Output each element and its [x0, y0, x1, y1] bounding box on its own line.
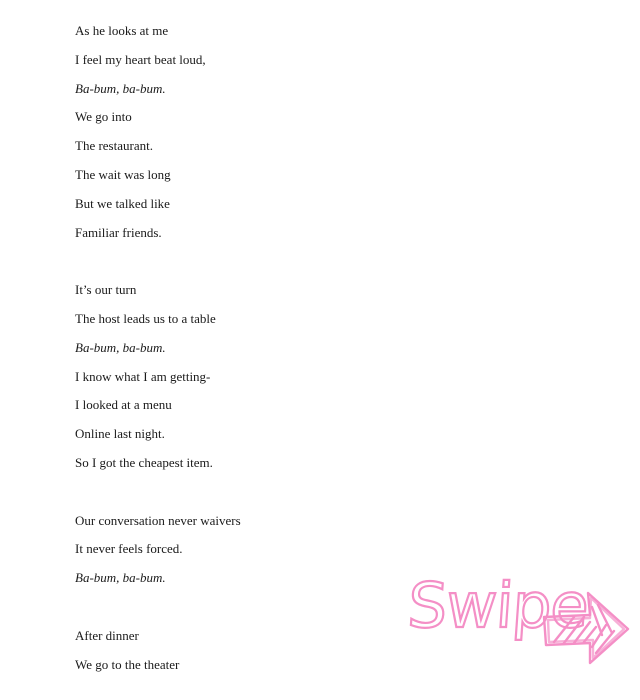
- poem-line: The host leads us to a table: [75, 310, 216, 326]
- poem-line: After dinner: [75, 627, 139, 643]
- poem-line: Familiar friends.: [75, 224, 162, 240]
- poem-line: So I got the cheapest item.: [75, 454, 213, 470]
- poem-line: Our conversation never waivers: [75, 512, 241, 528]
- poem-line: I know what I am getting-: [75, 368, 211, 384]
- poem-line: The restaurant.: [75, 138, 153, 154]
- poem-line: As he looks at me: [75, 23, 169, 38]
- poem-refrain-line: Ba-bum, ba-bum.: [75, 570, 166, 586]
- arrow-right-icon: [540, 587, 632, 669]
- poem-line: It’s our turn: [75, 282, 137, 298]
- stanza-break: [75, 247, 555, 276]
- swipe-hint[interactable]: [400, 569, 635, 690]
- stanza-break: [75, 478, 555, 507]
- swipe-label: Swipe: [405, 569, 591, 642]
- poem-line: The wait was long: [75, 166, 171, 182]
- poem-line: We go to the theater: [75, 656, 180, 672]
- poem-line: It never feels forced.: [75, 541, 183, 557]
- poem-line: I looked at a menu: [75, 397, 172, 413]
- poem-refrain-line: Ba-bum, ba-bum.: [75, 339, 166, 355]
- poem-line: We go into: [75, 109, 132, 125]
- poem-line: But we talked like: [75, 195, 170, 211]
- poem-refrain-line: Ba-bum, ba-bum.: [75, 80, 166, 96]
- poem-line: Online last night.: [75, 426, 165, 442]
- poem-line: I feel my heart beat loud,: [75, 51, 206, 67]
